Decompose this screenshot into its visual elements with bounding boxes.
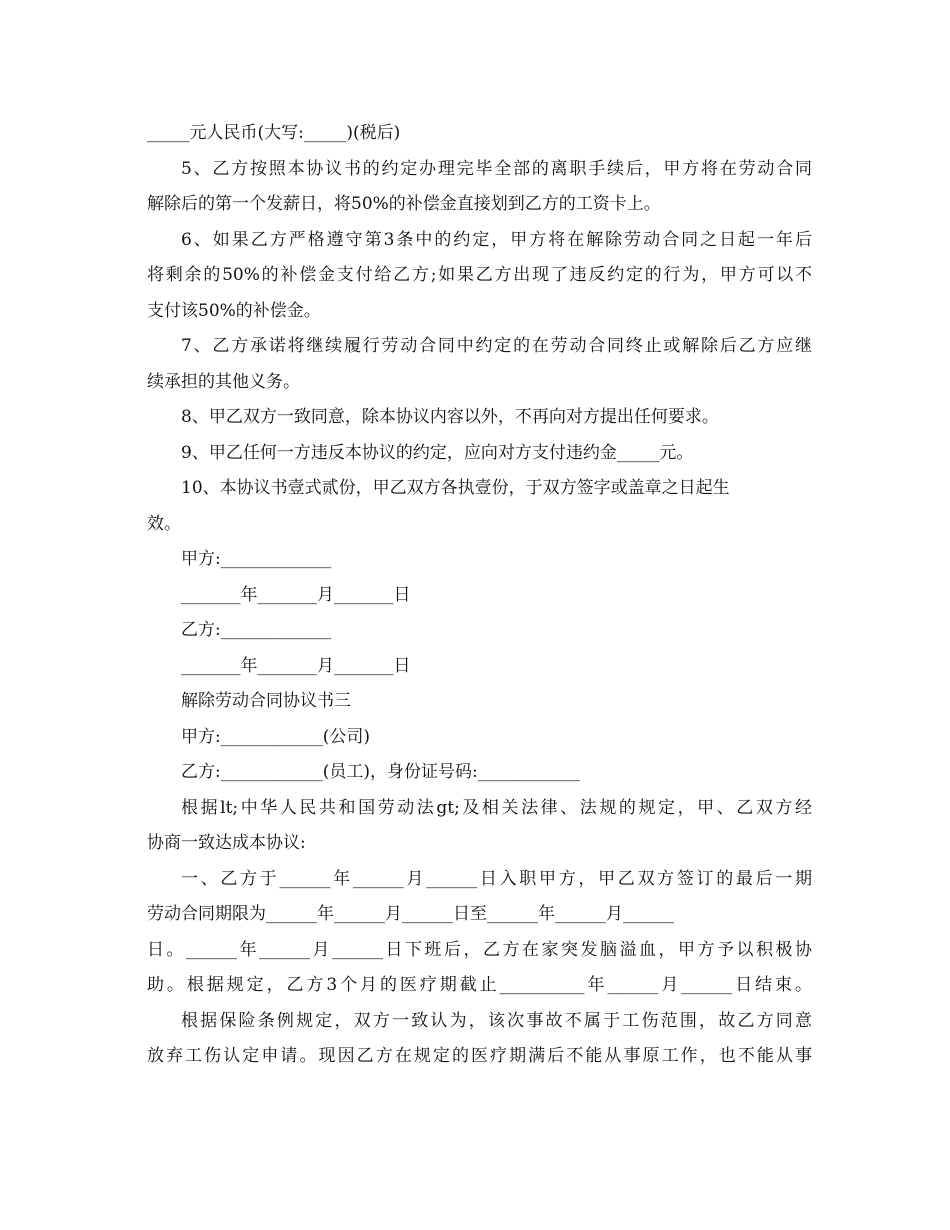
text-line: 放弃工伤认定申请。现因乙方在规定的医疗期满后不能从事原工作，也不能从事 xyxy=(147,1046,812,1066)
signature-party-a: 甲方:_____________ xyxy=(181,549,332,569)
text-line: 将剩余的50%的补偿金支付给乙方;如果乙方出现了违反约定的行为，甲方可以不 xyxy=(147,265,812,285)
text-line: 解除后的第一个发薪日，将50%的补偿金直接划到乙方的工资卡上。 xyxy=(147,194,661,214)
text-line: 支付该50%的补偿金。 xyxy=(147,300,321,321)
text-line: 协商一致达成本协议: xyxy=(147,833,306,853)
text-line: 9、甲乙任何一方违反本协议的约定，应向对方支付违约金_____元。 xyxy=(181,442,694,463)
text-line: 效。 xyxy=(147,513,181,534)
signature-party-b: 乙方:_____________ xyxy=(181,620,332,640)
text-line: 续承担的其他义务。 xyxy=(147,371,300,392)
signature-date: _______年_______月_______日 xyxy=(181,655,411,676)
party-b-field: 乙方:____________(员工)，身份证号码:____________ xyxy=(181,762,580,782)
text-line: 日。______年______月______日下班后，乙方在家突发脑溢血，甲方予以积极协 xyxy=(147,939,812,960)
text-line: 劳动合同期限为______年______月______日至______年______月______ xyxy=(147,904,674,924)
text-line: 6、如果乙方严格遵守第3条中的约定，甲方将在解除劳动合同之日起一年后 xyxy=(181,229,812,250)
text-line: 10、本协议书壹式贰份，甲乙双方各执壹份，于双方签字或盖章之日起生 xyxy=(181,478,730,498)
text-line: 根据lt;中华人民共和国劳动法gt;及相关法律、法规的规定，甲、乙双方经 xyxy=(181,797,812,818)
text-line: 5、乙方按照本协议书的约定办理完毕全部的离职手续后，甲方将在劳动合同 xyxy=(181,158,812,179)
party-a-field: 甲方:____________(公司) xyxy=(181,726,370,747)
text-line: 8、甲乙双方一致同意，除本协议内容以外，不再向对方提出任何要求。 xyxy=(181,407,719,427)
text-line: 7、乙方承诺将继续履行劳动合同中约定的在劳动合同终止或解除后乙方应继 xyxy=(181,336,812,356)
text-line: _____元人民币(大写:_____)(税后) xyxy=(147,123,401,143)
text-line: 助。根据规定，乙方3个月的医疗期截止__________年______月______日结束。 xyxy=(147,975,812,995)
text-line: 根据保险条例规定，双方一致认为，该次事故不属于工伤范围，故乙方同意 xyxy=(181,1010,812,1031)
document-body xyxy=(147,116,812,1075)
signature-date: _______年_______月_______日 xyxy=(181,584,411,605)
text-line: 一、乙方于______年______月______日入职甲方，甲乙双方签订的最后一期 xyxy=(181,868,812,889)
section-title: 解除劳动合同协议书三 xyxy=(181,691,351,711)
